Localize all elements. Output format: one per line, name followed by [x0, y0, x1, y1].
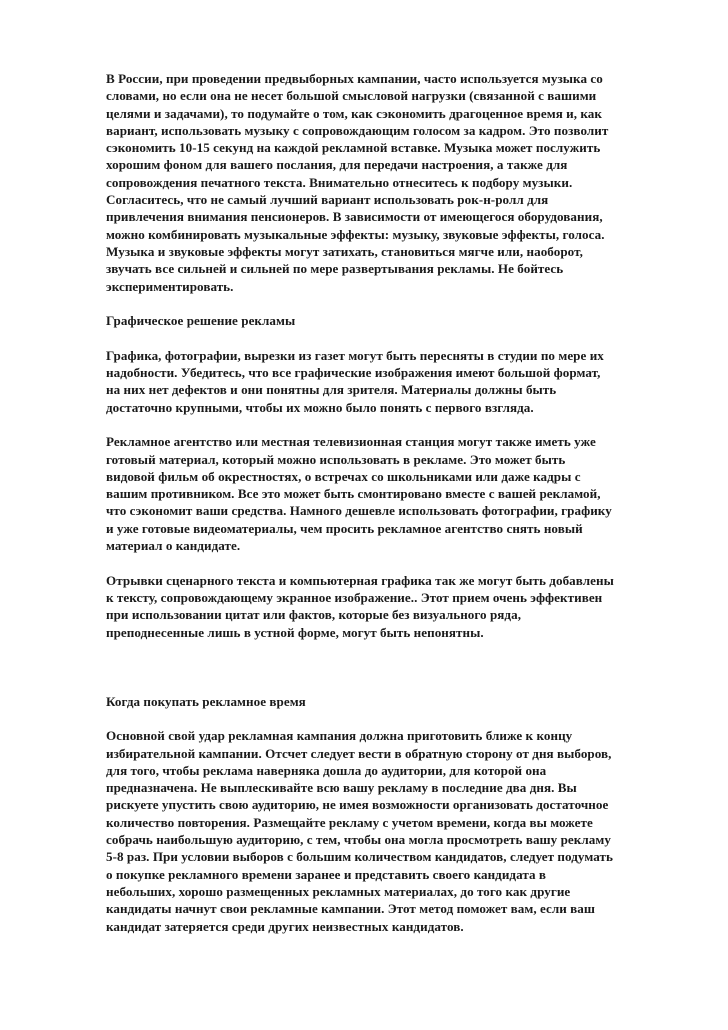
text-line: преподнесенные лишь в устной форме, могут быть непонятны. — [106, 624, 484, 640]
text-line: при использовании цитат или фактов, которые без визуального ряда, — [106, 607, 522, 623]
text-line: звучать все сильней и сильней по мере развертывания рекламы. Не бойтесь — [106, 261, 564, 277]
text-line: Отрывки сценарного текста и компьютерная графика так же могут быть добавлены — [106, 572, 614, 588]
text-line: В России, при проведении предвыборных кампании, часто используется музыка со — [106, 71, 603, 86]
paragraph-airtime — [106, 727, 676, 935]
text-line: сэкономить 10-15 секунд на каждой рекламной вставке. Музыка может послужить — [106, 140, 601, 156]
text-line: Рекламное агентство или местная телевизионная станция могут также иметь уже — [106, 434, 596, 450]
text-line: хорошим фоном для вашего послания, для передачи настроения, а также для — [106, 157, 568, 173]
text-line: сопровождения печатного текста. Внимательно отнеситесь к подбору музыки. — [106, 174, 573, 190]
text-line: Основной свой удар рекламная кампания должна приготовить ближе к концу — [106, 728, 573, 744]
text-line: материал о кандидате. — [106, 538, 241, 554]
text-line: к тексту, сопровождающему экранное изображение.. Этот прием очень эффективен — [106, 589, 603, 605]
heading-text: Когда покупать рекламное время — [106, 693, 306, 709]
section-heading-graphics — [106, 312, 676, 329]
section-heading-airtime — [106, 693, 676, 710]
text-line: небольших, хорошо размещенных рекламных материалах, до того как другие — [106, 883, 571, 899]
text-line: кандидат затеряется среди других неизвестных кандидатов. — [106, 918, 464, 934]
text-line: словами, но если она не несет большой смысловой нагрузки (связанной с вашими — [106, 88, 597, 104]
text-line: вариант, использовать музыку с сопровождающим голосом за кадром. Это позволит — [106, 122, 609, 138]
paragraph-music — [106, 70, 676, 295]
text-line: Согласитесь, что не самый лучший вариант использовать рок-н-ролл для — [106, 192, 549, 208]
text-line: избирательной кампании. Отсчет следует вести в обратную сторону от дня выборов, — [106, 745, 612, 761]
paragraph-agency — [106, 433, 676, 554]
text-line: предназначена. Не выплескивайте всю вашу рекламу в последние два дня. Вы — [106, 780, 577, 796]
text-line: достаточно крупными, чтобы их можно было понять с первого взгляда. — [106, 399, 534, 415]
text-line: на них нет дефектов и они понятны для зрителя. Материалы должны быть — [106, 382, 557, 398]
heading-text: Графическое решение рекламы — [106, 313, 296, 329]
text-line: для того, чтобы реклама наверняка дошла до аудитории, для которой она — [106, 762, 547, 778]
text-line: Музыка и звуковые эффекты могут затихать, становиться мягче или, наоборот, — [106, 243, 583, 259]
text-line: рискуете упустить свою аудиторию, не имея возможности организовать достаточное — [106, 797, 609, 813]
paragraph-script-excerpts — [106, 572, 676, 641]
document-body — [106, 70, 676, 935]
text-line: 5-8 раз. При условии выборов с большим количеством кандидатов, следует подумать — [106, 849, 613, 865]
text-line: кандидаты начнут свои рекламные кампании. Этот метод поможет вам, если ваш — [106, 901, 595, 917]
text-line: собрачь наибольшую аудиторию, с тем, чтобы она могла просмотреть вашу рекламу — [106, 832, 611, 848]
text-line: количество повторения. Размещайте рекламу с учетом времени, когда вы можете — [106, 814, 593, 830]
text-line: и уже готовые видеоматериалы, чем просить рекламное агентство снять новый — [106, 520, 583, 536]
text-line: Графика, фотографии, вырезки из газет могут быть пересняты в студии по мере их — [106, 347, 604, 363]
text-line: можно комбинировать музыкальные эффекты: музыку, звуковые эффекты, голоса. — [106, 226, 605, 242]
text-line: о покупке рекламного времени заранее и представить своего кандидата в — [106, 866, 547, 882]
text-line: целями и задачами), то подумайте о том, как сэкономить драгоценное время и, как — [106, 105, 602, 121]
text-line: готовый материал, который можно использовать в рекламе. Это может быть — [106, 451, 566, 467]
text-line: что сэкономит ваши средства. Намного дешевле использовать фотографии, графику — [106, 503, 612, 519]
paragraph-graphics — [106, 347, 676, 416]
text-line: видовой фильм об окрестностях, о встречах со школьниками или даже кадры с — [106, 468, 581, 484]
text-line: вашим противником. Все это может быть смонтировано вместе с вашей рекламой, — [106, 486, 601, 502]
text-line: надобности. Убедитесь, что все графические изображения имеют большой формат, — [106, 365, 601, 381]
text-line: экспериментировать. — [106, 278, 234, 294]
text-line: привлечения внимания пенсионеров. В зависимости от имеющегося оборудования, — [106, 209, 603, 225]
